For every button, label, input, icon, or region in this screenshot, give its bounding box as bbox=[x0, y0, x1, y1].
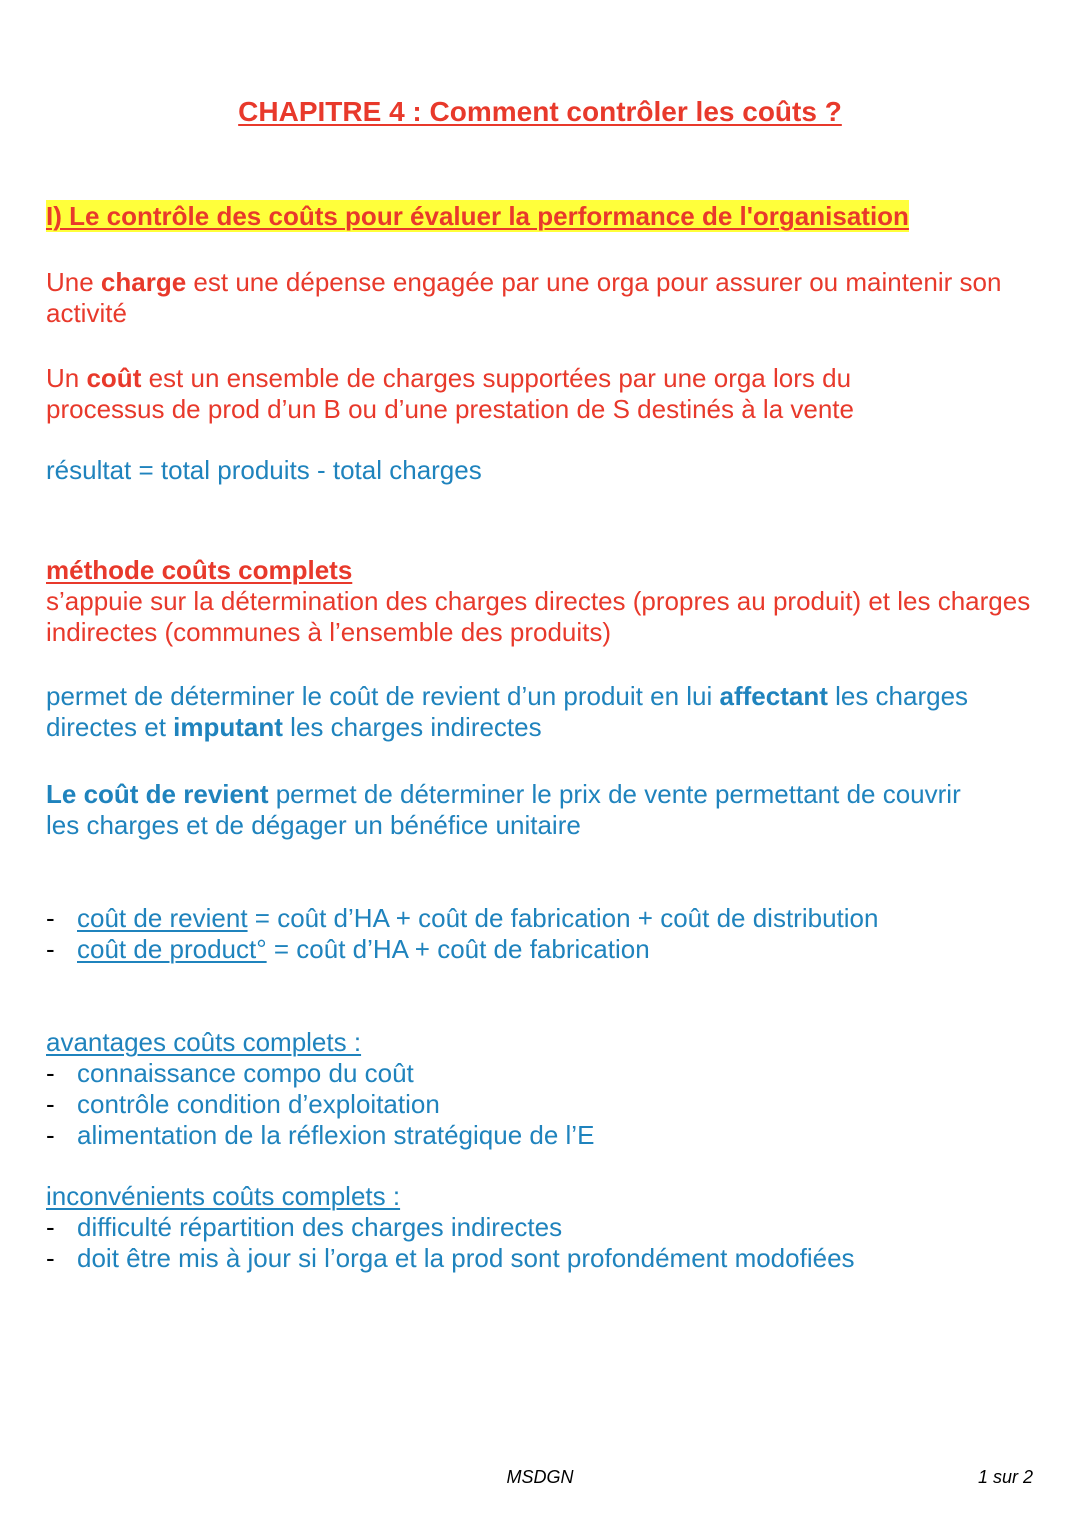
methode-block bbox=[46, 555, 1036, 648]
avantages-block bbox=[46, 1027, 1046, 1151]
cout-revient-paragraph: Le coût de revient permet de déterminer le prix de vente permettant de couvrir les charges et de dégager un bénéfice unitaire bbox=[46, 779, 961, 840]
inconvenients-list bbox=[46, 1212, 1046, 1274]
affectant-term: affectant bbox=[719, 681, 828, 711]
inconvenients-block bbox=[46, 1181, 1046, 1274]
list-item: - doit être mis à jour si l’orga et la prod sont profondément modofiées bbox=[46, 1243, 855, 1273]
charge-term: charge bbox=[100, 267, 187, 297]
list-item: - connaissance compo du coût bbox=[46, 1058, 414, 1088]
list-item: - difficulté répartition des charges indirectes bbox=[46, 1212, 563, 1242]
formula-list bbox=[46, 903, 1046, 965]
formula-term: coût de product° bbox=[77, 934, 267, 964]
footer-page-number: 1 sur 2 bbox=[977, 1467, 1033, 1487]
imputant-term: imputant bbox=[173, 712, 283, 742]
permet-paragraph: permet de déterminer le coût de revient d’un produit en lui affectant les charges directes et imputant les charges indirectes bbox=[46, 681, 969, 742]
resultat-formula: résultat = total produits - total charges bbox=[46, 455, 482, 485]
cout-revient-term: Le coût de revient bbox=[46, 779, 269, 809]
charge-definition: Une charge est une dépense engagée par une orga pour assurer ou maintenir son activité bbox=[46, 267, 1002, 328]
list-item: - contrôle condition d’exploitation bbox=[46, 1089, 440, 1119]
formula-term: coût de revient bbox=[77, 903, 248, 933]
section-heading: I) Le contrôle des coûts pour évaluer la performance de l'organisation bbox=[46, 201, 909, 231]
page-title: CHAPITRE 4 : Comment contrôler les coûts ? bbox=[238, 96, 842, 127]
avantages-heading: avantages coûts complets : bbox=[46, 1027, 362, 1057]
methode-heading: méthode coûts complets bbox=[46, 555, 353, 585]
footer-author: MSDGN bbox=[506, 1467, 574, 1487]
methode-text: s’appuie sur la détermination des charges directes (propres au produit) et les charges indirectes (communes à l’ensemble des produits) bbox=[46, 586, 1031, 647]
inconvenients-heading: inconvénients coûts complets : bbox=[46, 1181, 401, 1211]
list-item: - coût de product° = coût d’HA + coût de fabrication bbox=[46, 934, 650, 964]
list-item: - alimentation de la réflexion stratégique de l’E bbox=[46, 1120, 595, 1150]
cout-term: coût bbox=[86, 363, 142, 393]
avantages-list bbox=[46, 1058, 1046, 1151]
cout-definition: Un coût est un ensemble de charges supportées par une orga lors du processus de prod d’un B ou d’une prestation de S destinés à la vente bbox=[46, 363, 854, 424]
list-item: - coût de revient = coût d’HA + coût de fabrication + coût de distribution bbox=[46, 903, 879, 933]
